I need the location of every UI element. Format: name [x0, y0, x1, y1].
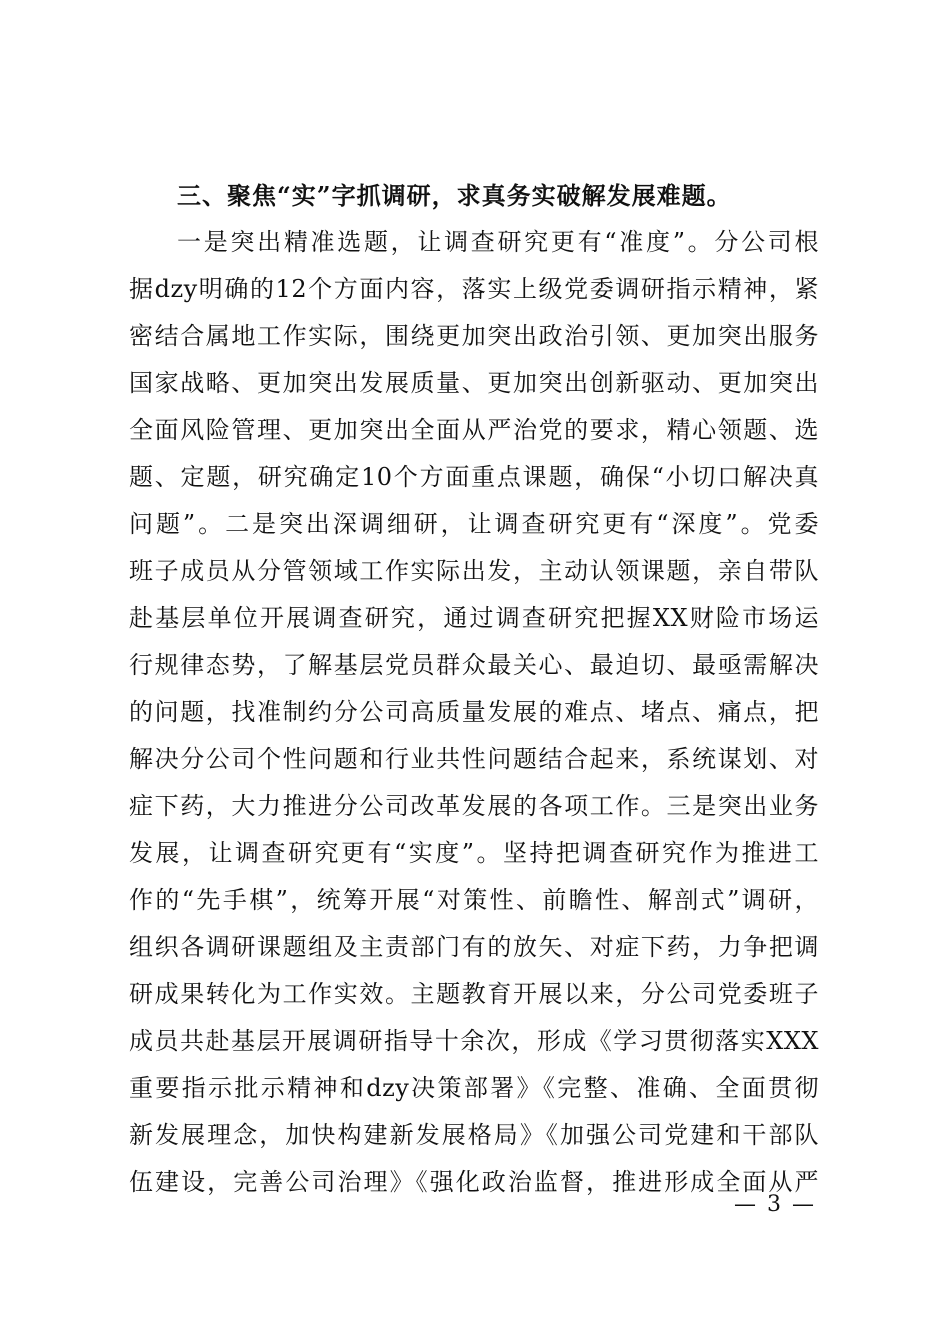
paragraph-line: 班子成员从分管领域工作实际出发，主动认领课题，亲自带队 — [129, 557, 819, 585]
paragraph-line: 一是突出精准选题，让调查研究更有“准度”。分公司根 — [177, 228, 819, 256]
section-heading: 三、聚焦“实”字抓调研，求真务实破解发展难题。 — [177, 181, 732, 210]
paragraph-line: 成员共赴基层开展调研指导十余次，形成《学习贯彻落实XXX — [129, 1027, 819, 1055]
paragraph-line: 重要指示批示精神和dzy决策部署》《完整、准确、全面贯彻 — [129, 1074, 819, 1102]
paragraph-line: 赴基层单位开展调查研究，通过调查研究把握XX财险市场运 — [129, 604, 819, 632]
paragraph-line: 问题”。二是突出深调细研，让调查研究更有“深度”。党委 — [129, 510, 819, 538]
paragraph-line: 题、定题，研究确定10个方面重点课题，确保“小切口解决真 — [129, 463, 819, 491]
paragraph-line: 发展，让调查研究更有“实度”。坚持把调查研究作为推进工 — [129, 839, 819, 867]
paragraph-line: 据dzy明确的12个方面内容，落实上级党委调研指示精神，紧 — [129, 275, 819, 303]
paragraph-line: 伍建设，完善公司治理》《强化政治监督，推进形成全面从严 — [129, 1168, 819, 1196]
paragraph-line: 全面风险管理、更加突出全面从严治党的要求，精心领题、选 — [129, 416, 819, 444]
paragraph-line: 密结合属地工作实际，围绕更加突出政治引领、更加突出服务 — [129, 322, 819, 350]
paragraph-line: 的问题，找准制约分公司高质量发展的难点、堵点、痛点，把 — [129, 698, 819, 726]
paragraph-line: 国家战略、更加突出发展质量、更加突出创新驱动、更加突出 — [129, 369, 819, 397]
paragraph-line: 解决分公司个性问题和行业共性问题结合起来，系统谋划、对 — [129, 745, 819, 773]
paragraph-line: 新发展理念，加快构建新发展格局》《加强公司党建和干部队 — [129, 1121, 819, 1149]
paragraph-line: 行规律态势，了解基层党员群众最关心、最迫切、最亟需解决 — [129, 651, 819, 679]
paragraph-line: 作的“先手棋”，统筹开展“对策性、前瞻性、解剖式”调研， — [129, 886, 819, 914]
paragraph-line: 研成果转化为工作实效。主题教育开展以来，分公司党委班子 — [129, 980, 819, 1008]
paragraph-line: 组织各调研课题组及主责部门有的放矢、对症下药，力争把调 — [129, 933, 819, 961]
paragraph-line: 症下药，大力推进分公司改革发展的各项工作。三是突出业务 — [129, 792, 819, 820]
page-number: — 3 — — [734, 1192, 816, 1217]
body-text — [129, 172, 819, 1206]
